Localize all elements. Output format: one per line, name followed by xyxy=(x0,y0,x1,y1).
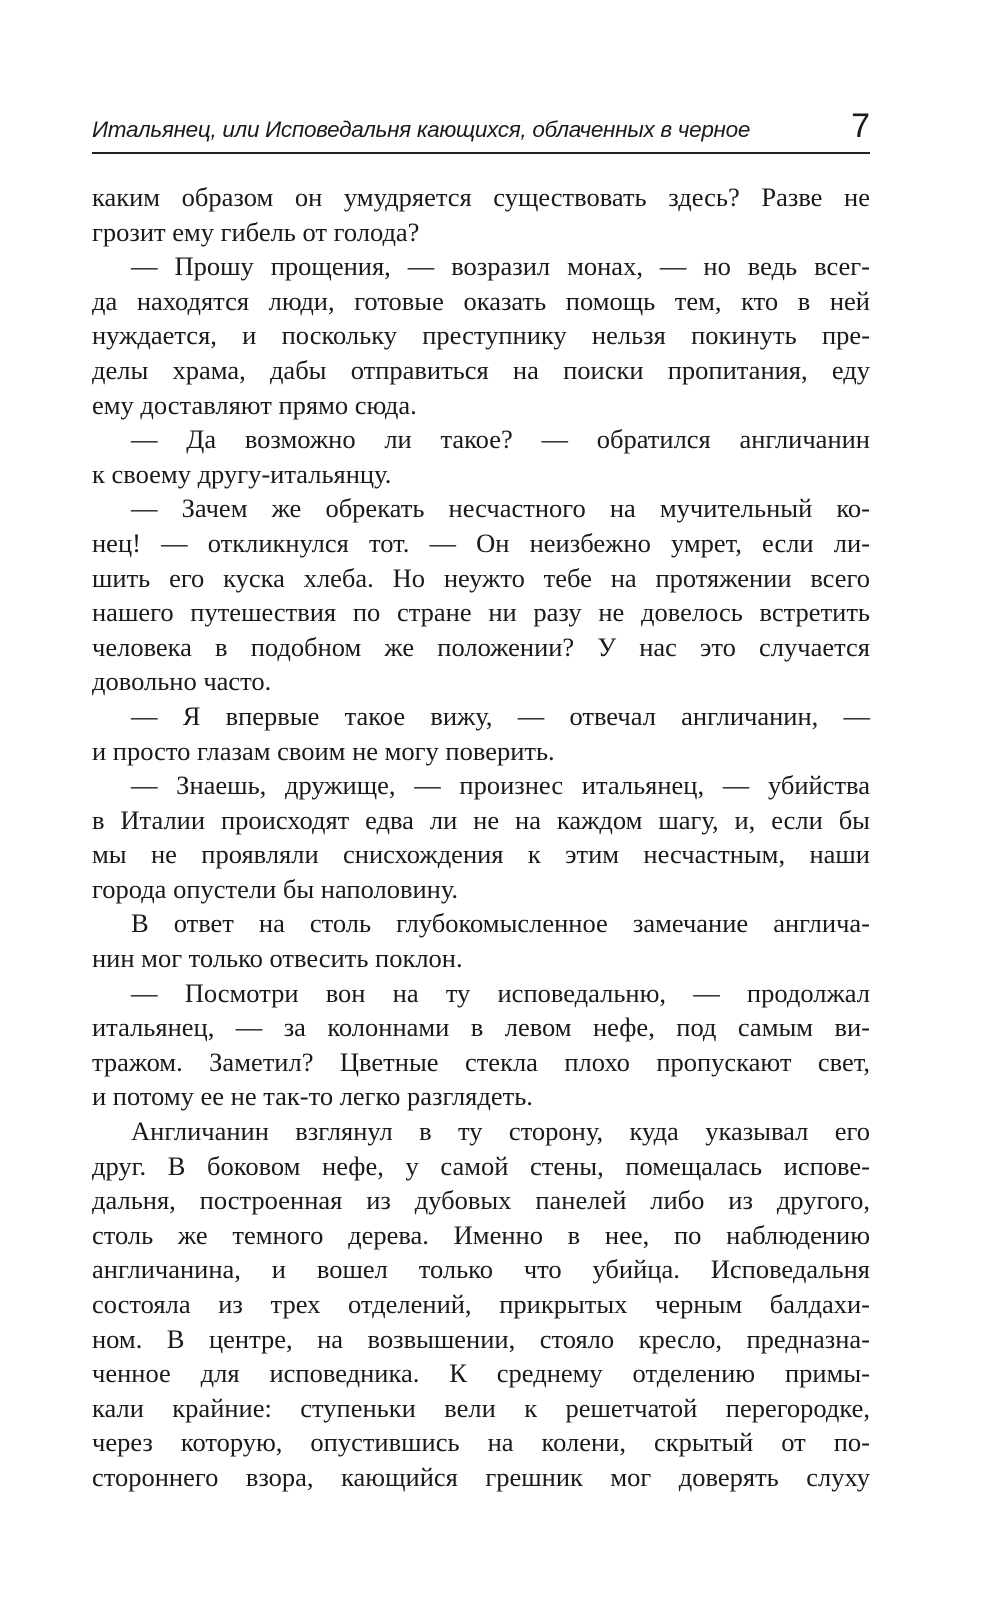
text-line: англичанина, и вошел только что убийца. Исповедальня xyxy=(92,1254,870,1285)
text-line: шить его куска хлеба. Но неужто тебе на протяжении всего xyxy=(92,562,870,593)
paragraph xyxy=(92,906,870,975)
text-line: каким образом он умудряется существовать здесь? Разве не xyxy=(92,182,870,212)
text-line: тражом. Заметил? Цветные стекла плохо пропускают свет, xyxy=(92,1046,870,1077)
text-line: нуждается, и поскольку преступнику нельзя покинуть пре- xyxy=(92,320,870,351)
text-line: кали крайние: ступеньки вели к решетчатой перегородке, xyxy=(92,1392,870,1423)
text-line: человека в подобном же положении? У нас это случается xyxy=(92,631,870,662)
text-line: — Зачем же обрекать несчастного на мучительный ко- xyxy=(131,493,870,524)
text-line: — Посмотри вон на ту исповедальню, — продолжал xyxy=(131,977,870,1008)
text-line: итальянец, — за колоннами в левом нефе, под самым ви- xyxy=(92,1012,870,1043)
text-line: — Знаешь, дружище, — произнес итальянец, — убийства xyxy=(131,770,870,801)
paragraph xyxy=(92,1114,870,1495)
text-line: — Прошу прощения, — возразил монах, — но ведь всег- xyxy=(131,251,870,282)
running-header xyxy=(92,100,870,154)
text-line: состояла из трех отделений, прикрытых черным балдахи- xyxy=(92,1289,870,1319)
text-line: В ответ на столь глубокомысленное замечание англича- xyxy=(131,908,870,939)
text-line: столь же темного дерева. Именно в нее, по наблюдению xyxy=(92,1219,870,1250)
text-line: нец! — откликнулся тот. — Он неизбежно умрет, если ли- xyxy=(92,527,870,558)
paragraph xyxy=(92,768,870,906)
paragraph xyxy=(92,699,870,768)
text-line: в Италии происходят едва ли не на каждом шагу, и, если бы xyxy=(92,804,870,835)
book-page xyxy=(92,100,870,1495)
paragraph xyxy=(92,976,870,1114)
text-line: ном. В центре, на возвышении, стояло кресло, предназна- xyxy=(92,1323,870,1354)
paragraph xyxy=(92,422,870,491)
text-line: нин мог только отвесить поклон. xyxy=(92,943,463,974)
paragraph xyxy=(92,249,870,422)
paragraph xyxy=(92,491,870,699)
text-line: грозит ему гибель от голода? xyxy=(92,216,420,247)
paragraph xyxy=(92,180,870,249)
text-line: друг. В боковом нефе, у самой стены, помещалась испове- xyxy=(92,1150,870,1181)
text-line: довольно часто. xyxy=(92,666,272,697)
text-line: — Да возможно ли такое? — обратился англичанин xyxy=(131,424,870,455)
text-line: Англичанин взглянул в ту сторону, куда указывал его xyxy=(131,1116,870,1147)
text-line: через которую, опустившись на колени, скрытый от по- xyxy=(92,1427,870,1458)
text-line: — Я впервые такое вижу, — отвечал англичанин, — xyxy=(131,700,870,731)
text-line: дальня, построенная из дубовых панелей либо из другого, xyxy=(92,1185,870,1216)
text-line: ченное для исповедника. К среднему отделению примы- xyxy=(92,1358,870,1389)
text-line: ему доставляют прямо сюда. xyxy=(92,389,417,420)
text-line: к своему другу-итальянцу. xyxy=(92,458,392,489)
body-text xyxy=(92,180,870,1495)
text-line: мы не проявляли снисхождения к этим несчастным, наши xyxy=(92,839,870,870)
text-line: делы храма, дабы отправиться на поиски пропитания, еду xyxy=(92,354,870,385)
running-title: Итальянец, или Исповедальня кающихся, облаченных в черное xyxy=(92,117,751,142)
page-number: 7 xyxy=(851,107,870,145)
text-line: города опустели бы наполовину. xyxy=(92,873,459,904)
text-line: стороннего взора, кающийся грешник мог доверять слуху xyxy=(92,1461,870,1492)
text-line: и потому ее не так-то легко разглядеть. xyxy=(92,1081,533,1112)
text-line: и просто глазам своим не могу поверить. xyxy=(92,735,555,766)
text-line: нашего путешествия по стране ни разу не довелось встретить xyxy=(92,597,870,628)
text-line: да находятся люди, готовые оказать помощь тем, кто в ней xyxy=(92,285,870,316)
